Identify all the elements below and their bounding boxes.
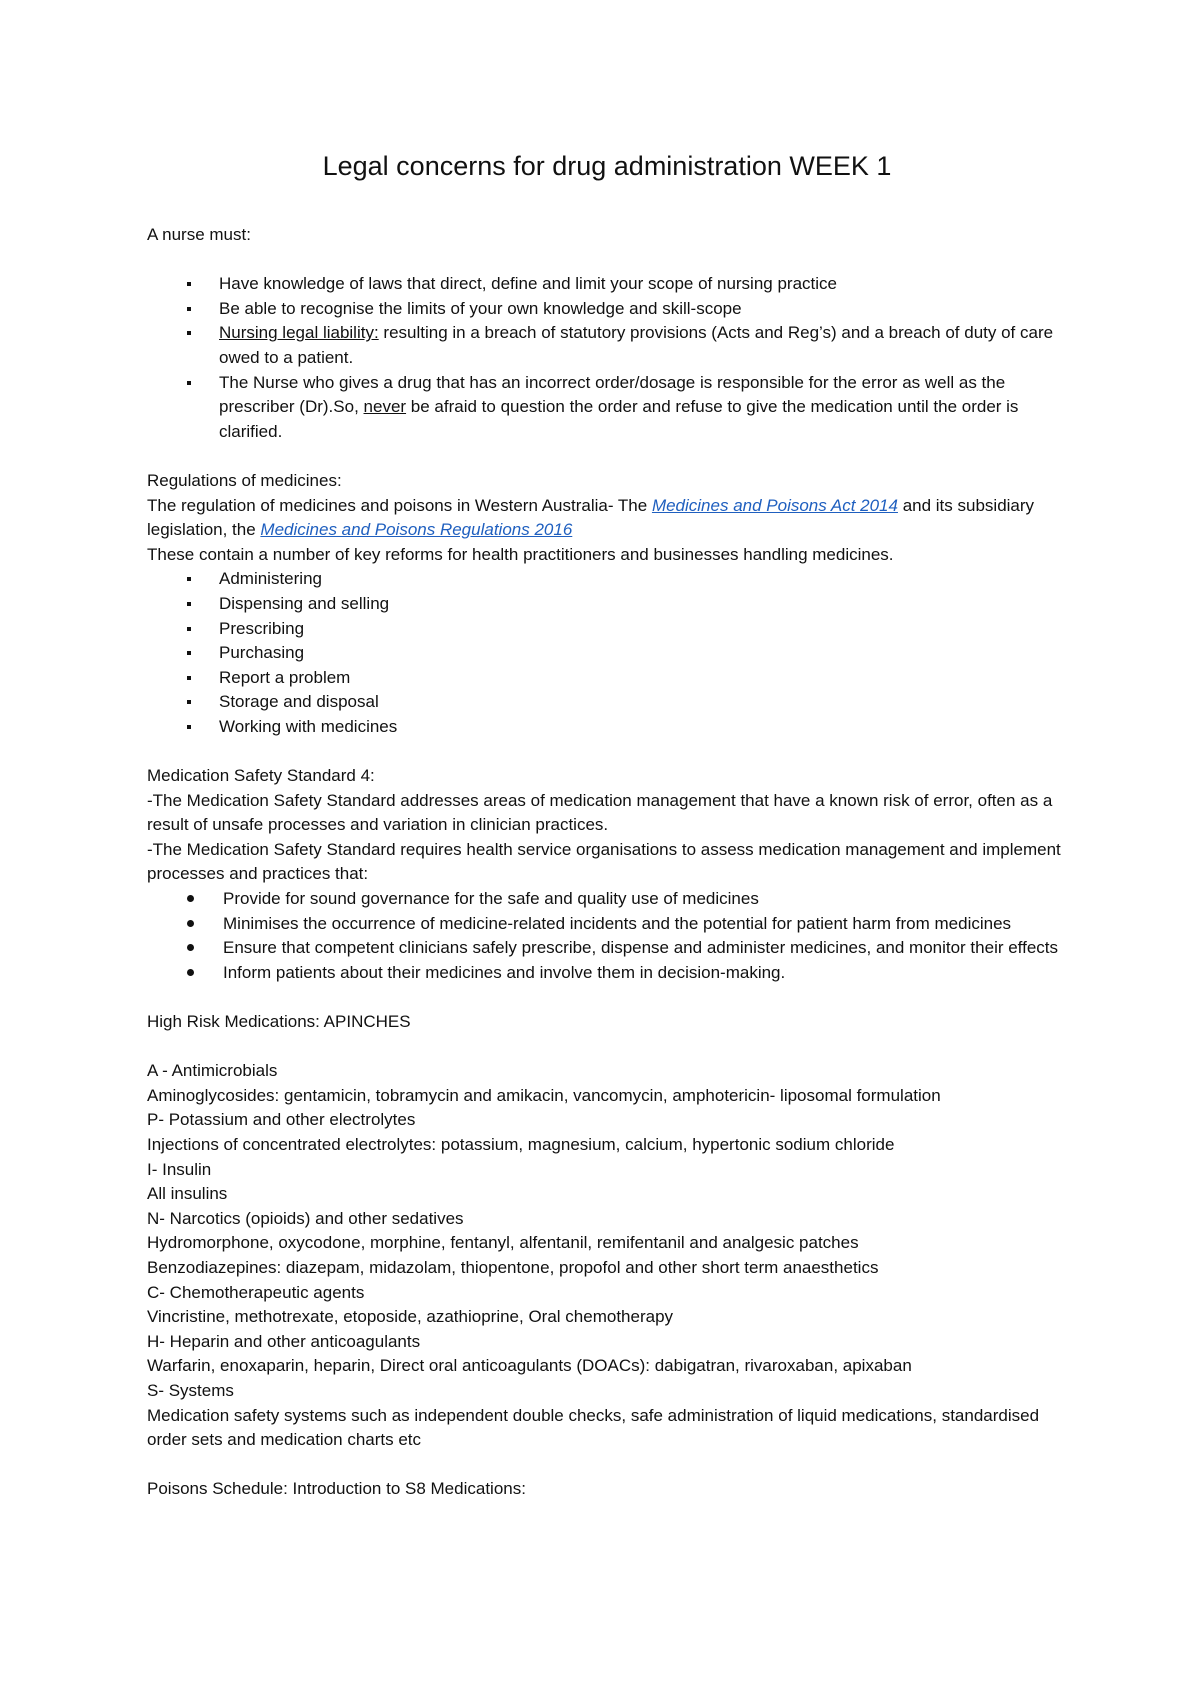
high-risk-examples: Injections of concentrated electrolytes: potassium, magnesium, calcium, hypertonic sodium chloride xyxy=(147,1134,895,1154)
high-risk-category: H- Heparin and other anticoagulants xyxy=(147,1331,421,1351)
high-risk-category: N- Narcotics (opioids) and other sedatives xyxy=(147,1208,464,1228)
spacer xyxy=(147,248,1067,273)
legal-liability-label: Nursing legal liability: xyxy=(219,323,379,343)
document-body xyxy=(147,223,1067,1502)
safety-paragraph: -The Medication Safety Standard requires health service organisations to assess medication management and implement processes and practices that: xyxy=(147,839,1061,884)
high-risk-examples: Medication safety systems such as independent double checks, safe administration of liquid medications, standardised order sets and medication charts etc xyxy=(147,1405,1040,1450)
nurse-intro: A nurse must: xyxy=(147,225,251,244)
high-risk-category: I- Insulin xyxy=(147,1159,212,1179)
regulations-text: The regulation of medicines and poisons in Western Australia- The xyxy=(147,495,652,515)
list-item: Administering xyxy=(147,567,1067,592)
list-item: Dispensing and selling xyxy=(147,592,1067,617)
list-item: Inform patients about their medicines and involve them in decision-making. xyxy=(147,961,1067,986)
spacer xyxy=(147,739,1067,764)
high-risk-category: A - Antimicrobials xyxy=(147,1061,278,1081)
list-item: Ensure that competent clinicians safely prescribe, dispense and administer medicines, and monitor their effects xyxy=(147,936,1067,961)
high-risk-examples: Benzodiazepines: diazepam, midazolam, thiopentone, propofol and other short term anaesthetics xyxy=(147,1257,879,1277)
high-risk-examples: Vincristine, methotrexate, etoposide, azathioprine, Oral chemotherapy xyxy=(147,1307,674,1327)
spacer xyxy=(147,985,1067,1010)
emphasis-never: never xyxy=(363,397,407,417)
list-item-text: The Nurse who gives a drug that has an incorrect order/dosage is responsible for the error as well as the prescriber (Dr).So, xyxy=(219,372,1006,417)
spacer xyxy=(147,1453,1067,1478)
list-item: Storage and disposal xyxy=(147,690,1067,715)
high-risk-examples: Warfarin, enoxaparin, heparin, Direct oral anticoagulants (DOACs): dabigatran, rivaroxaban, apixaban xyxy=(147,1356,912,1376)
high-risk-category: C- Chemotherapeutic agents xyxy=(147,1282,365,1302)
regulations-reforms-text: These contain a number of key reforms for health practitioners and businesses handling medicines. xyxy=(147,544,894,564)
list-item xyxy=(147,297,1067,322)
poisons-heading: Poisons Schedule: Introduction to S8 Medications: xyxy=(147,1479,526,1499)
spacer xyxy=(147,1035,1067,1060)
high-risk-examples: All insulins xyxy=(147,1184,228,1204)
regulations-text: and its subsidiary legislation, the xyxy=(147,495,1035,540)
high-risk-heading: High Risk Medications: APINCHES xyxy=(147,1012,411,1031)
list-item: Provide for sound governance for the safe and quality use of medicines xyxy=(147,887,1067,912)
high-risk-examples: Aminoglycosides: gentamicin, tobramycin and amikacin, vancomycin, amphotericin- liposomal formulation xyxy=(147,1085,941,1105)
list-item-text: Be able to recognise the limits of your own knowledge and skill-scope xyxy=(219,298,742,318)
list-item xyxy=(147,371,1067,445)
page-title: Legal concerns for drug administration WEEK 1 xyxy=(322,151,892,181)
nurse-duties-list xyxy=(147,272,1067,444)
list-item-text: Have knowledge of laws that direct, define and limit your scope of nursing practice xyxy=(219,274,837,294)
safety-paragraph: -The Medication Safety Standard addresses areas of medication management that have a known risk of error, often as a result of unsafe processes and variation in clinician practices. xyxy=(147,790,1053,835)
spacer xyxy=(147,444,1067,469)
high-risk-category: S- Systems xyxy=(147,1380,234,1400)
regulations-heading: Regulations of medicines: xyxy=(147,470,342,490)
safety-list xyxy=(147,887,1067,985)
list-item-text: be afraid to question the order and refuse to give the medication until the order is clarified. xyxy=(219,397,1019,441)
list-item-text: resulting in a breach of statutory provisions (Acts and Reg’s) and a breach of duty of care owed to a patient. xyxy=(219,323,1054,367)
list-item xyxy=(147,272,1067,297)
list-item: Minimises the occurrence of medicine-related incidents and the potential for patient harm from medicines xyxy=(147,912,1067,937)
safety-heading: Medication Safety Standard 4: xyxy=(147,766,375,786)
medicines-poisons-act-link[interactable]: Medicines and Poisons Act 2014 xyxy=(651,495,898,515)
high-risk-examples: Hydromorphone, oxycodone, morphine, fentanyl, alfentanil, remifentanil and analgesic patches xyxy=(147,1233,859,1253)
list-item: Working with medicines xyxy=(147,715,1067,740)
list-item: Prescribing xyxy=(147,617,1067,642)
list-item: Report a problem xyxy=(147,666,1067,691)
regulations-list xyxy=(147,567,1067,739)
list-item: Purchasing xyxy=(147,641,1067,666)
list-item xyxy=(147,321,1067,370)
high-risk-category: P- Potassium and other electrolytes xyxy=(147,1110,416,1130)
medicines-poisons-regulations-link[interactable]: Medicines and Poisons Regulations 2016 xyxy=(260,520,573,540)
regulations-paragraph xyxy=(147,494,1067,543)
